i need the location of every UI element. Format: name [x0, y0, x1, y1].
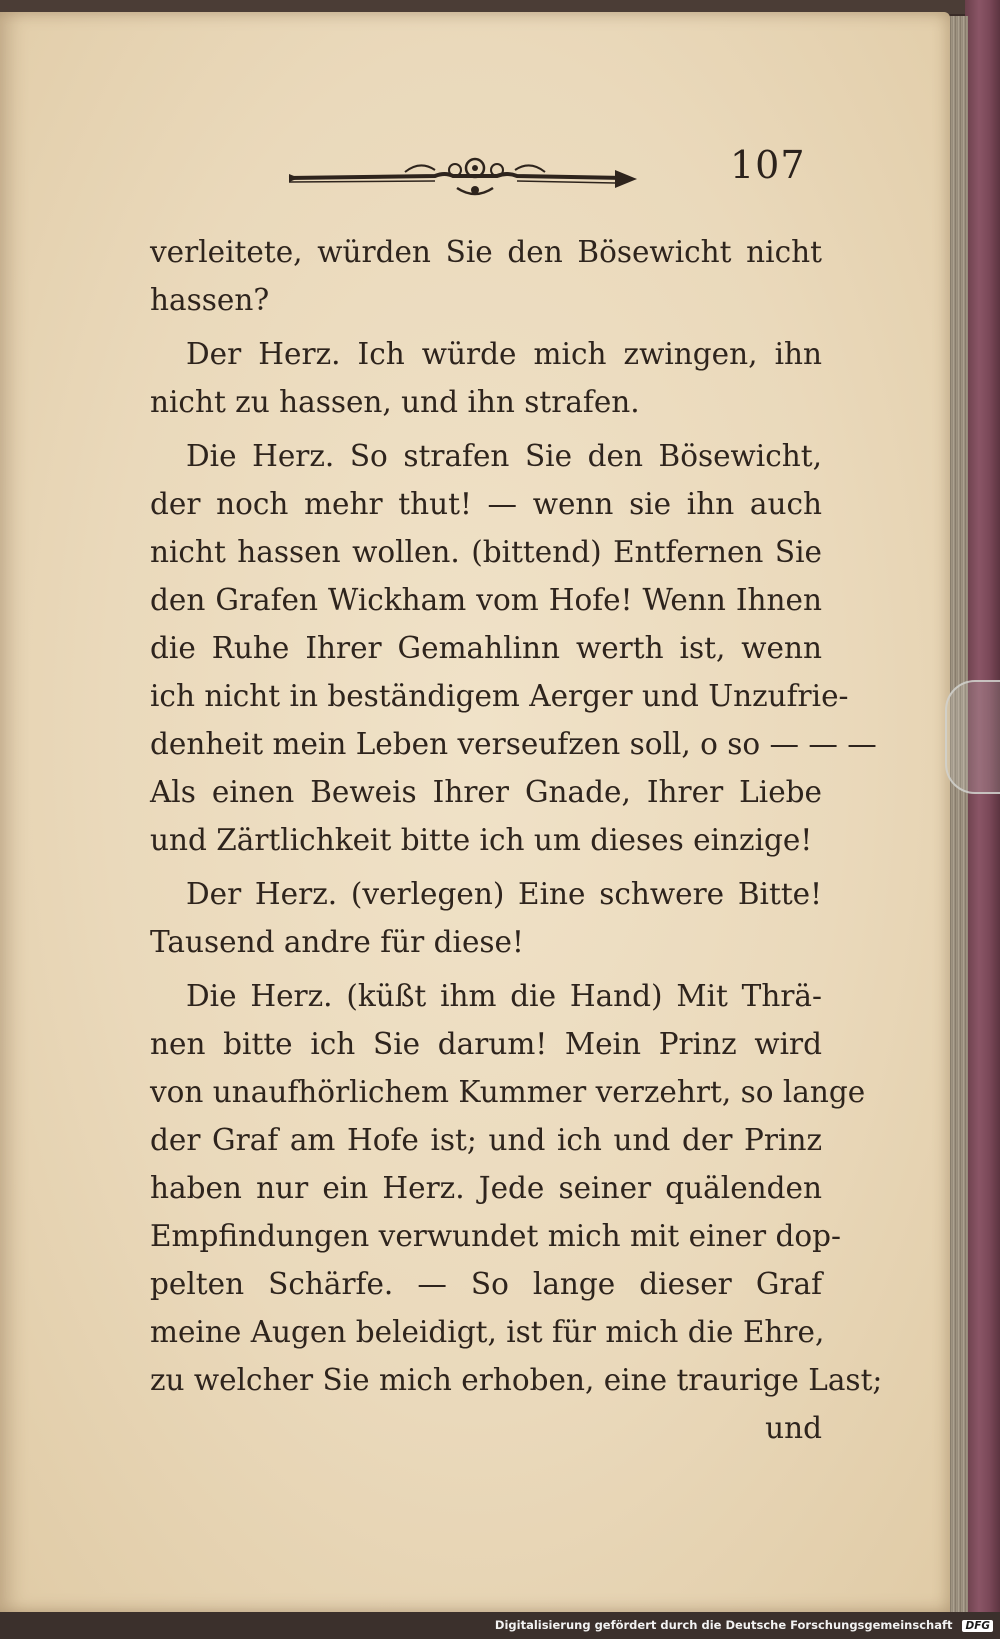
text-line: ich nicht in beständigem Aerger und Unzufrie-	[150, 679, 849, 713]
text-line: nicht zu hassen, und ihn strafen.	[150, 385, 640, 419]
text-line: zu welcher Sie mich erhoben, eine traurige Last;	[150, 1363, 883, 1397]
text-line: nicht hassen wollen. (bittend) Entfernen Sie	[150, 535, 822, 569]
text-line: der noch mehr thut! — wenn sie ihn auch	[150, 487, 822, 521]
text-line: Empfindungen verwundet mich mit einer dop-	[150, 1219, 841, 1253]
text-line: den Grafen Wickham vom Hofe! Wenn Ihnen	[150, 583, 822, 617]
text-line: haben nur ein Herz. Jede seiner quälenden	[150, 1171, 822, 1205]
text-line: meine Augen beleidigt, ist für mich die Ehre,	[150, 1315, 825, 1349]
text-line: Die Herz. So strafen Sie den Bösewicht,	[186, 439, 822, 473]
book-cover-edge	[965, 0, 1000, 1639]
text-line: Der Herz. (verlegen) Eine schwere Bitte!	[186, 877, 822, 911]
page-number: 107	[730, 143, 806, 187]
text-line: der Graf am Hofe ist; und ich und der Prinz	[150, 1123, 822, 1157]
digitization-credit	[0, 1618, 993, 1632]
decorative-vine-rule-icon	[285, 152, 665, 204]
dfg-logo: DFG	[962, 1620, 993, 1632]
text-line: Der Herz. Ich würde mich zwingen, ihn	[186, 337, 822, 371]
page-clip	[945, 680, 1000, 794]
page-text	[150, 228, 883, 1452]
text-line: nen bitte ich Sie darum! Mein Prinz wird	[150, 1027, 822, 1061]
text-line: von unaufhörlichem Kummer verzehrt, so lange	[150, 1075, 866, 1109]
text-line: verleitete, würden Sie den Bösewicht nicht	[150, 235, 822, 269]
text-line: Tausend andre für diese!	[150, 925, 524, 959]
text-line: Die Herz. (küßt ihm die Hand) Mit Thrä-	[186, 979, 822, 1013]
text-line: hassen?	[150, 283, 270, 317]
text-line: die Ruhe Ihrer Gemahlinn werth ist, wenn	[150, 631, 822, 665]
credit-text: Digitalisierung gefördert durch die Deutsche Forschungsgemeinschaft	[494, 1618, 953, 1632]
catchword: und	[765, 1411, 822, 1445]
text-line: und Zärtlichkeit bitte ich um dieses einzige!	[150, 823, 813, 857]
text-line: denheit mein Leben verseufzen soll, o so — — —	[150, 727, 877, 761]
text-line: Als einen Beweis Ihrer Gnade, Ihrer Liebe	[150, 775, 822, 809]
text-line: pelten Schärfe. — So lange dieser Graf	[150, 1267, 822, 1301]
